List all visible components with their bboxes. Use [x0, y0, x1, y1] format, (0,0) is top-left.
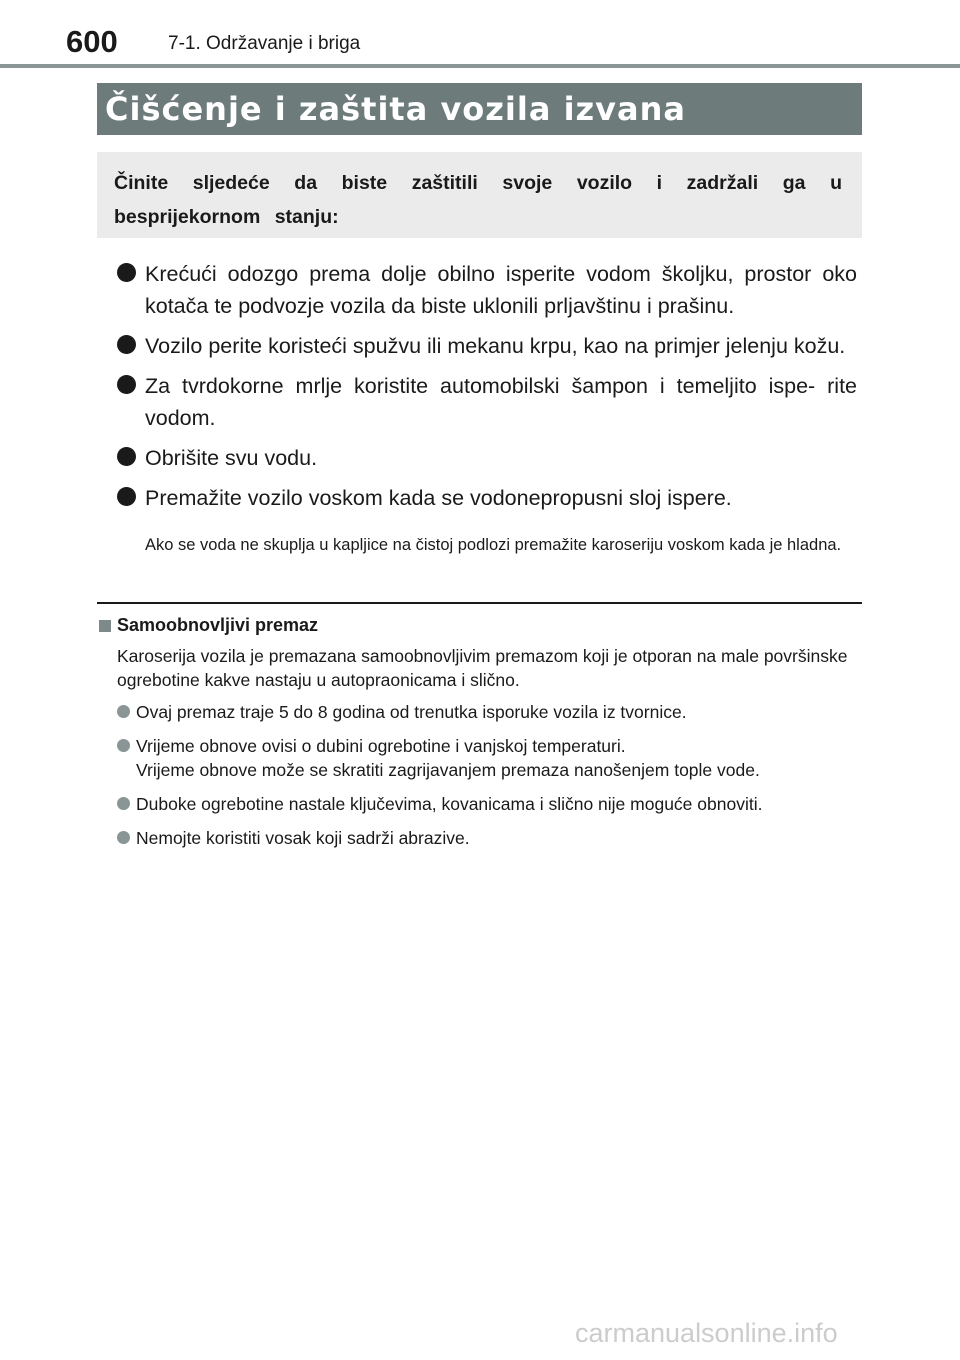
subsection-body: Karoserija vozila je premazana samoobnovljivim premazom koji je otporan na male površinske ogrebotine kakve nastaju u autopraonicama i slično. — [117, 646, 848, 690]
intro-text: Činite sljedeće da biste zaštitili svoje vozilo i zadržali ga u besprijekornom stanju: — [114, 172, 842, 228]
page-number: 600 — [66, 24, 118, 59]
subsection-bullet-list — [117, 700, 859, 860]
bullet-dot-icon — [117, 705, 130, 718]
bullet-dot-icon — [117, 375, 136, 394]
list-item — [117, 700, 859, 724]
list-item-text: Krećući odozgo prema dolje obilno isperite vodom školjku, prostor oko kotača te podvozje vozila da biste uklonili prljavštinu i prašinu. — [145, 262, 857, 318]
list-item-text: Vrijeme obnove ovisi o dubini ogrebotine i vanjskoj temperaturi. — [136, 736, 626, 756]
list-item-text: Vozilo perite koristeći spužvu ili mekanu krpu, kao na primjer jelenju kožu. — [145, 334, 846, 358]
list-item — [117, 792, 859, 816]
bullet-dot-icon — [117, 831, 130, 844]
main-bullet-list — [117, 258, 857, 522]
list-item-text: Premažite vozilo voskom kada se vodonepropusni sloj ispere. — [145, 486, 732, 510]
list-item — [117, 734, 859, 782]
subsection-heading — [99, 615, 318, 636]
running-head: 7-1. Održavanje i briga — [168, 33, 361, 54]
header-rule — [0, 64, 960, 68]
list-item — [117, 370, 857, 434]
list-item — [117, 442, 857, 474]
list-item-text: Nemojte koristiti vosak koji sadrži abrazive. — [136, 828, 470, 848]
bullet-dot-icon — [117, 487, 136, 506]
list-item-text: Za tvrdokorne mrlje koristite automobilski šampon i temeljito ispe- rite vodom. — [145, 374, 857, 430]
page-title: Čišćenje i zaštita vozila izvana — [105, 90, 686, 128]
list-item — [117, 258, 857, 322]
main-note: Ako se voda ne skuplja u kapljice na čistoj podlozi premažite karoseriju voskom kada je hladna. — [145, 536, 842, 554]
subsection-heading-label: Samoobnovljivi premaz — [117, 615, 319, 635]
bullet-dot-icon — [117, 335, 136, 354]
section-divider — [97, 602, 862, 604]
watermark: carmanualsonline.info — [575, 1318, 838, 1348]
title-bar — [97, 83, 862, 135]
bullet-dot-icon — [117, 263, 136, 282]
list-item-text-continued: Vrijeme obnove može se skratiti zagrijavanjem premaza nanošenjem tople vode. — [136, 760, 760, 780]
list-item — [117, 330, 857, 362]
list-item-text: Obrišite svu vodu. — [145, 446, 318, 470]
intro-box — [97, 152, 862, 238]
list-item-text: Ovaj premaz traje 5 do 8 godina od trenutka isporuke vozila iz tvornice. — [136, 702, 687, 722]
list-item — [117, 826, 859, 850]
bullet-dot-icon — [117, 447, 136, 466]
list-item — [117, 482, 857, 514]
bullet-dot-icon — [117, 739, 130, 752]
bullet-dot-icon — [117, 797, 130, 810]
square-bullet-icon — [99, 620, 111, 632]
list-item-text: Duboke ogrebotine nastale ključevima, kovanicama i slično nije moguće obnoviti. — [136, 794, 763, 814]
